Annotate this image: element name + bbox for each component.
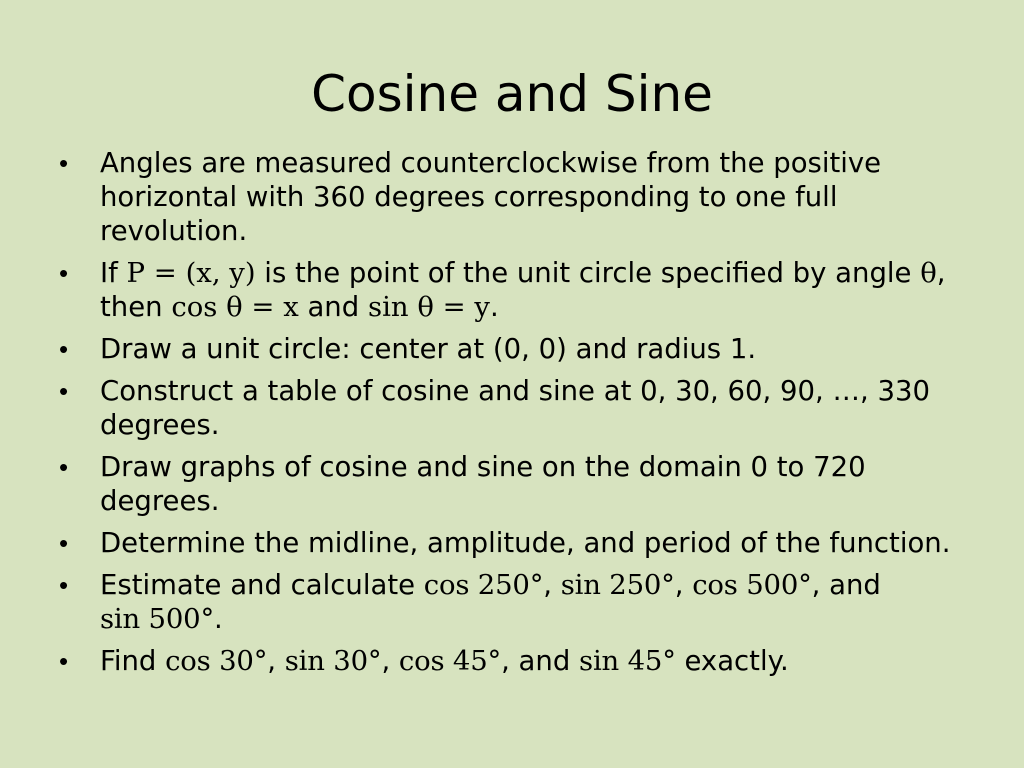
bullet-construct-table bbox=[58, 374, 963, 442]
bullet-construct-table-text: Construct a table of cosine and sine at 0, 30, 60, 90, …, 330 degrees. bbox=[100, 375, 930, 441]
bullet-draw-unit-circle bbox=[58, 332, 963, 366]
sin-250-formula: sin 250° bbox=[560, 569, 675, 601]
bullet-draw-unit-circle-text: Draw a unit circle: center at (0, 0) and radius 1. bbox=[100, 333, 757, 365]
sin-45-formula: sin 45° bbox=[579, 645, 676, 677]
bullet-angles-text: Angles are measured counterclockwise from the positive horizontal with 360 degrees corresponding to one full revolution. bbox=[100, 147, 882, 247]
bullet-estimate-calculate bbox=[58, 568, 963, 636]
bullet-estimate-separator-1: , bbox=[543, 569, 561, 601]
bullet-estimate-prefix: Estimate and calculate bbox=[100, 569, 424, 601]
bullet-definition-then: , then bbox=[100, 257, 946, 323]
bullet-estimate-suffix: . bbox=[214, 603, 223, 635]
bullet-exact-suffix: exactly. bbox=[675, 645, 789, 677]
bullet-list bbox=[58, 146, 963, 686]
bullet-estimate-separator-3: , and bbox=[811, 569, 881, 601]
bullet-definition-prefix: If bbox=[100, 257, 127, 289]
bullet-exact-separator-2: , bbox=[381, 645, 399, 677]
point-formula: P = (x, y) bbox=[126, 257, 256, 289]
bullet-draw-graphs bbox=[58, 450, 963, 518]
bullet-angles bbox=[58, 146, 963, 248]
cos-250-formula: cos 250° bbox=[423, 569, 544, 601]
sin-30-formula: sin 30° bbox=[284, 645, 382, 677]
cos-30-formula: cos 30° bbox=[165, 645, 268, 677]
bullet-exact-separator-1: , bbox=[267, 645, 285, 677]
slide-title: Cosine and Sine bbox=[311, 65, 713, 123]
sin-500-formula: sin 500° bbox=[100, 603, 214, 635]
sin-theta-formula: sin θ = y bbox=[367, 291, 490, 323]
theta-symbol: θ bbox=[920, 257, 937, 289]
bullet-function-properties-text: Determine the midline, amplitude, and period of the function. bbox=[100, 527, 951, 559]
bullet-exact-values bbox=[58, 644, 963, 678]
cos-45-formula: cos 45° bbox=[398, 645, 502, 677]
bullet-definition-suffix: . bbox=[489, 291, 499, 323]
cos-500-formula: cos 500° bbox=[692, 569, 812, 601]
bullet-exact-prefix: Find bbox=[100, 645, 166, 677]
bullet-estimate-separator-2: , bbox=[674, 569, 693, 601]
bullet-draw-graphs-text: Draw graphs of cosine and sine on the domain 0 to 720 degrees. bbox=[100, 451, 866, 517]
cos-theta-formula: cos θ = x bbox=[171, 291, 299, 323]
bullet-unit-circle-definition bbox=[58, 256, 963, 324]
bullet-definition-middle: is the point of the unit circle specified by angle bbox=[255, 257, 921, 289]
bullet-function-properties bbox=[58, 526, 963, 560]
bullet-exact-separator-3: , and bbox=[501, 645, 580, 677]
bullet-definition-and: and bbox=[298, 291, 368, 323]
